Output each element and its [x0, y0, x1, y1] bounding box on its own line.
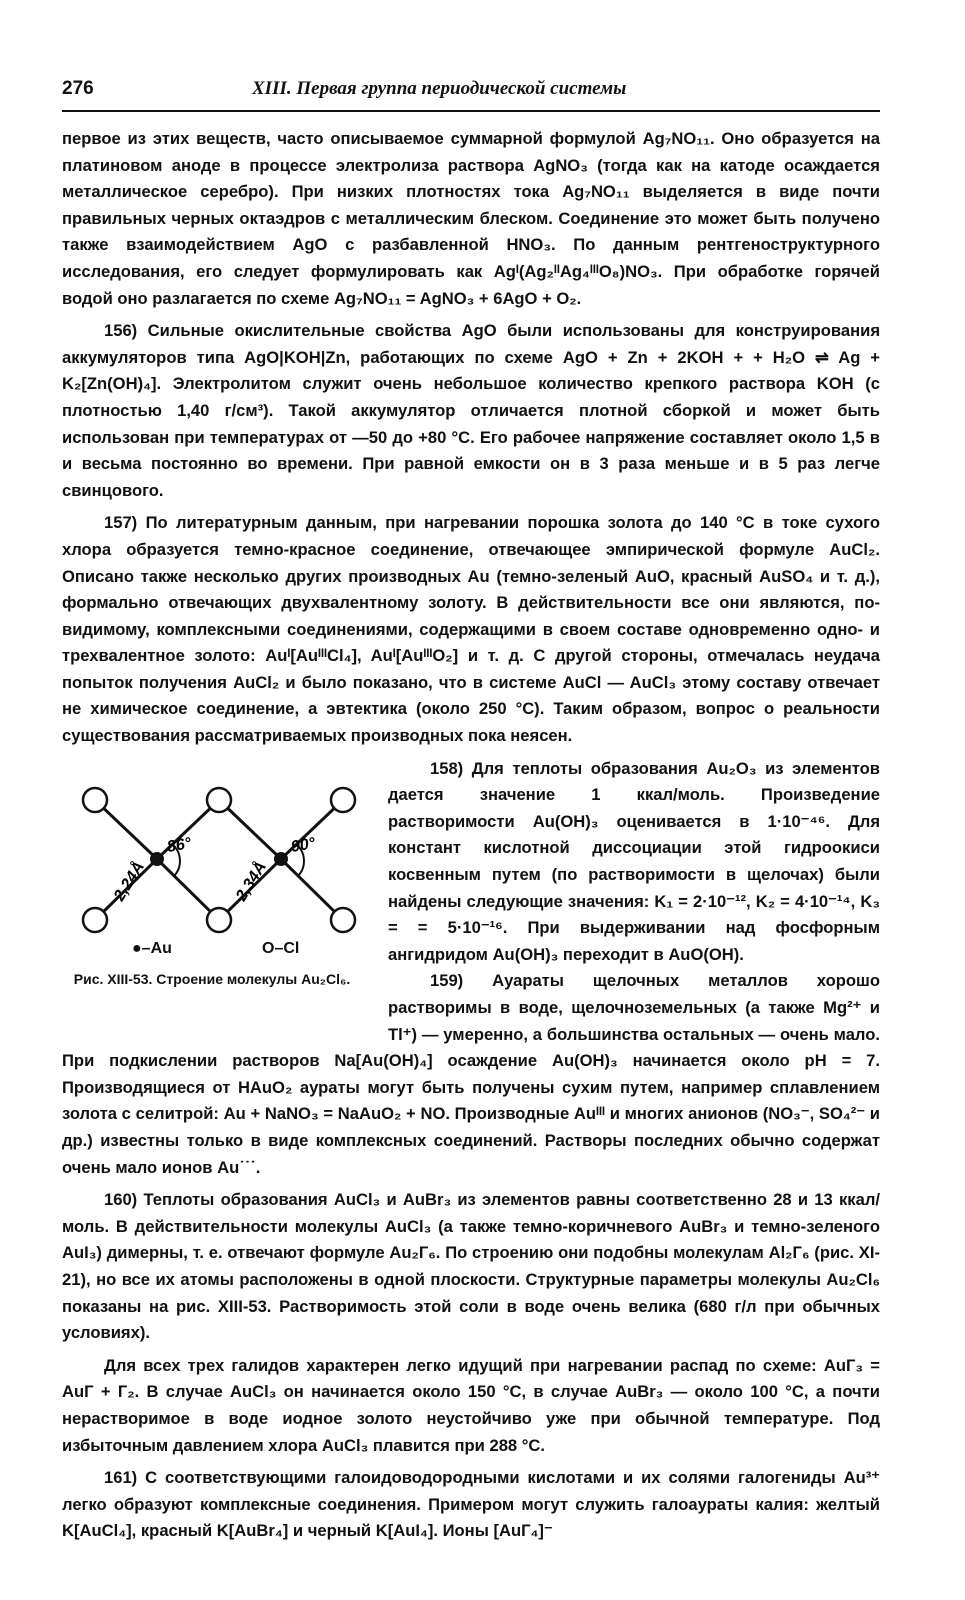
cl-atom — [207, 908, 231, 932]
page — [62, 78, 880, 1545]
figure-caption: Рис. XIII-53. Строение молекулы Au₂Cl₆. — [73, 970, 351, 987]
angle-label: 90° — [289, 834, 317, 856]
note-156: 156) Сильные окислительные свойства AgO были использованы для конструирования аккумуляторов типа AgO|KOH|Zn, работающих по схеме AgO + Zn + 2KOH + + H₂O ⇌ Ag + K₂[Zn(OH)₄]. Электролитом служит очень небольшое количество крепкого раствора KOH (с плотностью 1,40 г/см³). Такой аккумулятор отличается плотной сборкой и может быть использован при температурах от —50 до +80 °C. Его рабочее напряжение составляет около 1,5 в и весьма постоянно во времени. При равной емкости он в 3 раза меньше и в 5 раз легче свинцового. — [62, 321, 880, 500]
page-number: 276 — [62, 78, 94, 99]
note-161: 161) С соответствующими галоидоводородными кислотами и их солями галогениды Au³⁺ легко образуют комплексные соединения. Примером могут служить галоаураты калия: желтый K[AuCl₄], красный K[AuBr₄] и черный K[AuI₄]. Ионы [AuГ₄]⁻ — [62, 1468, 880, 1541]
au-atom — [150, 852, 164, 866]
running-title: XIII. Первая группа периодической системы — [252, 78, 627, 99]
au-atom — [274, 852, 288, 866]
note-158: 158) Для теплоты образования Au₂O₃ из элементов дается значение 1 ккал/моль. Произведение растворимости Au(OH)₃ оценивается в 1·10⁻⁴⁶. Для констант кислотной диссоциации этой гидроокиси косвенным путем (по растворимости в щелочах) были найдены следующие значения: K₁ = 2·10⁻¹², K₂ = 4·10⁻¹⁴, K₃ = = 5·10⁻¹⁶. При выдерживании над фосфорным ангидридом Au(OH)₃ переходит в AuO(OH). — [388, 758, 880, 964]
note-159: 159) Ауараты щелочных металлов хорошо растворимы в воде, щелочноземельных (а также Mg²⁺ и Tl⁺) — умеренно, а большинства остальных — очень мало. При подкислении растворов Na[Au(OH)₄] осаждение Au(OH)₃ начинается около pH = 7. Производящиеся от HAuO₂ аураты могут быть получены сухим путем, например сплавлением золота с селитрой: Au + NaNO₃ = NaAuO₂ + NO. Производные Auᴵᴵᴵ и многих анионов (NO₃⁻, SO₄²⁻ и др.) известны только в виде комплексных соединений. Растворы последних обычно содержат очень мало ионов Au˙˙˙. — [62, 971, 880, 1177]
cl-atom — [331, 908, 355, 932]
cl-atom — [83, 788, 107, 812]
legend-cl: O–Cl — [262, 939, 300, 957]
legend-au: ●–Au — [132, 939, 172, 957]
note-157: 157) По литературным данным, при нагревании порошка золота до 140 °C в токе сухого хлора образуется темно-красное соединение, отвечающее эмпирической формуле AuCl₂. Описано также несколько других производных Au (темно-зеленый AuO, красный AuSO₄ и т. д.), формально отвечающих двухвалентному золоту. В действительности все они являются, по-видимому, комплексными соединениями, содержащими в своем составе одновременно одно- и трехвалентное золото: Auᴵ[AuᴵᴵᴵCl₄], Auᴵ[AuᴵᴵᴵO₂] и т. д. С другой стороны, отмечалась неудача попыток получения AuCl₂ и было показано, что в системе AuCl — AuCl₃ этому составу отвечает не химическое соединение, а эвтектика (около 250 °C). Таким образом, вопрос о реальности существования рассматриваемых производных пока неясен. — [62, 513, 880, 746]
paragraph-halides: Для всех трех галидов характерен легко идущий при нагревании распад по схеме: AuГ₃ = AuГ + Г₂. В случае AuCl₃ он начинается около 150 °C, в случае AuBr₃ — около 100 °C, а почти нерастворимое в воде иодное золото неустойчиво уже при обычной температуре. Под избыточным давлением хлора AuCl₃ плавится при 288 °C. — [62, 1355, 880, 1455]
figure-au2cl6 — [62, 752, 374, 1024]
page-body — [62, 126, 880, 1545]
molecule-diagram — [62, 752, 374, 967]
bond-length-label: 2,34Å — [232, 858, 271, 904]
page-header — [62, 78, 880, 112]
bond-length-label: 2,24Å — [110, 858, 149, 904]
cl-atom — [331, 788, 355, 812]
cl-atom — [83, 908, 107, 932]
angle-label: 86° — [165, 834, 193, 856]
paragraph-continuation: первое из этих веществ, часто описываемое суммарной формулой Ag₇NO₁₁. Оно образуется на платиновом аноде в процессе электролиза раствора AgNO₃ (тогда как на катоде осаждается металлическое серебро). При низких плотностях тока Ag₇NO₁₁ выделяется в виде почти правильных черных октаэдров с металлическим блеском. Соединение это может быть получено также взаимодействием AgO с разбавленной HNO₃. По данным рентгеноструктурного исследования, его следует формулировать как Agᴵ(Ag₂ᴵᴵAg₄ᴵᴵᴵO₈)NO₃. При обработке горячей водой оно разлагается по схеме Ag₇NO₁₁ = AgNO₃ + 6AgO + O₂. — [62, 129, 880, 308]
cl-atom — [207, 788, 231, 812]
note-160: 160) Теплоты образования AuCl₃ и AuBr₃ из элементов равны соответственно 28 и 13 ккал/моль. В действительности молекулы AuCl₃ (а также темно-коричневого AuBr₃ и темно-зеленого AuI₃) димерны, т. е. отвечают формуле Au₂Г₆. По строению они подобны молекулам Al₂Г₆ (рис. XI-21), но все их атомы расположены в одной плоскости. Структурные параметры молекулы Au₂Cl₆ показаны на рис. XIII-53. Растворимость этой соли в воде очень велика (680 г/л при обычных условиях). — [62, 1190, 880, 1343]
